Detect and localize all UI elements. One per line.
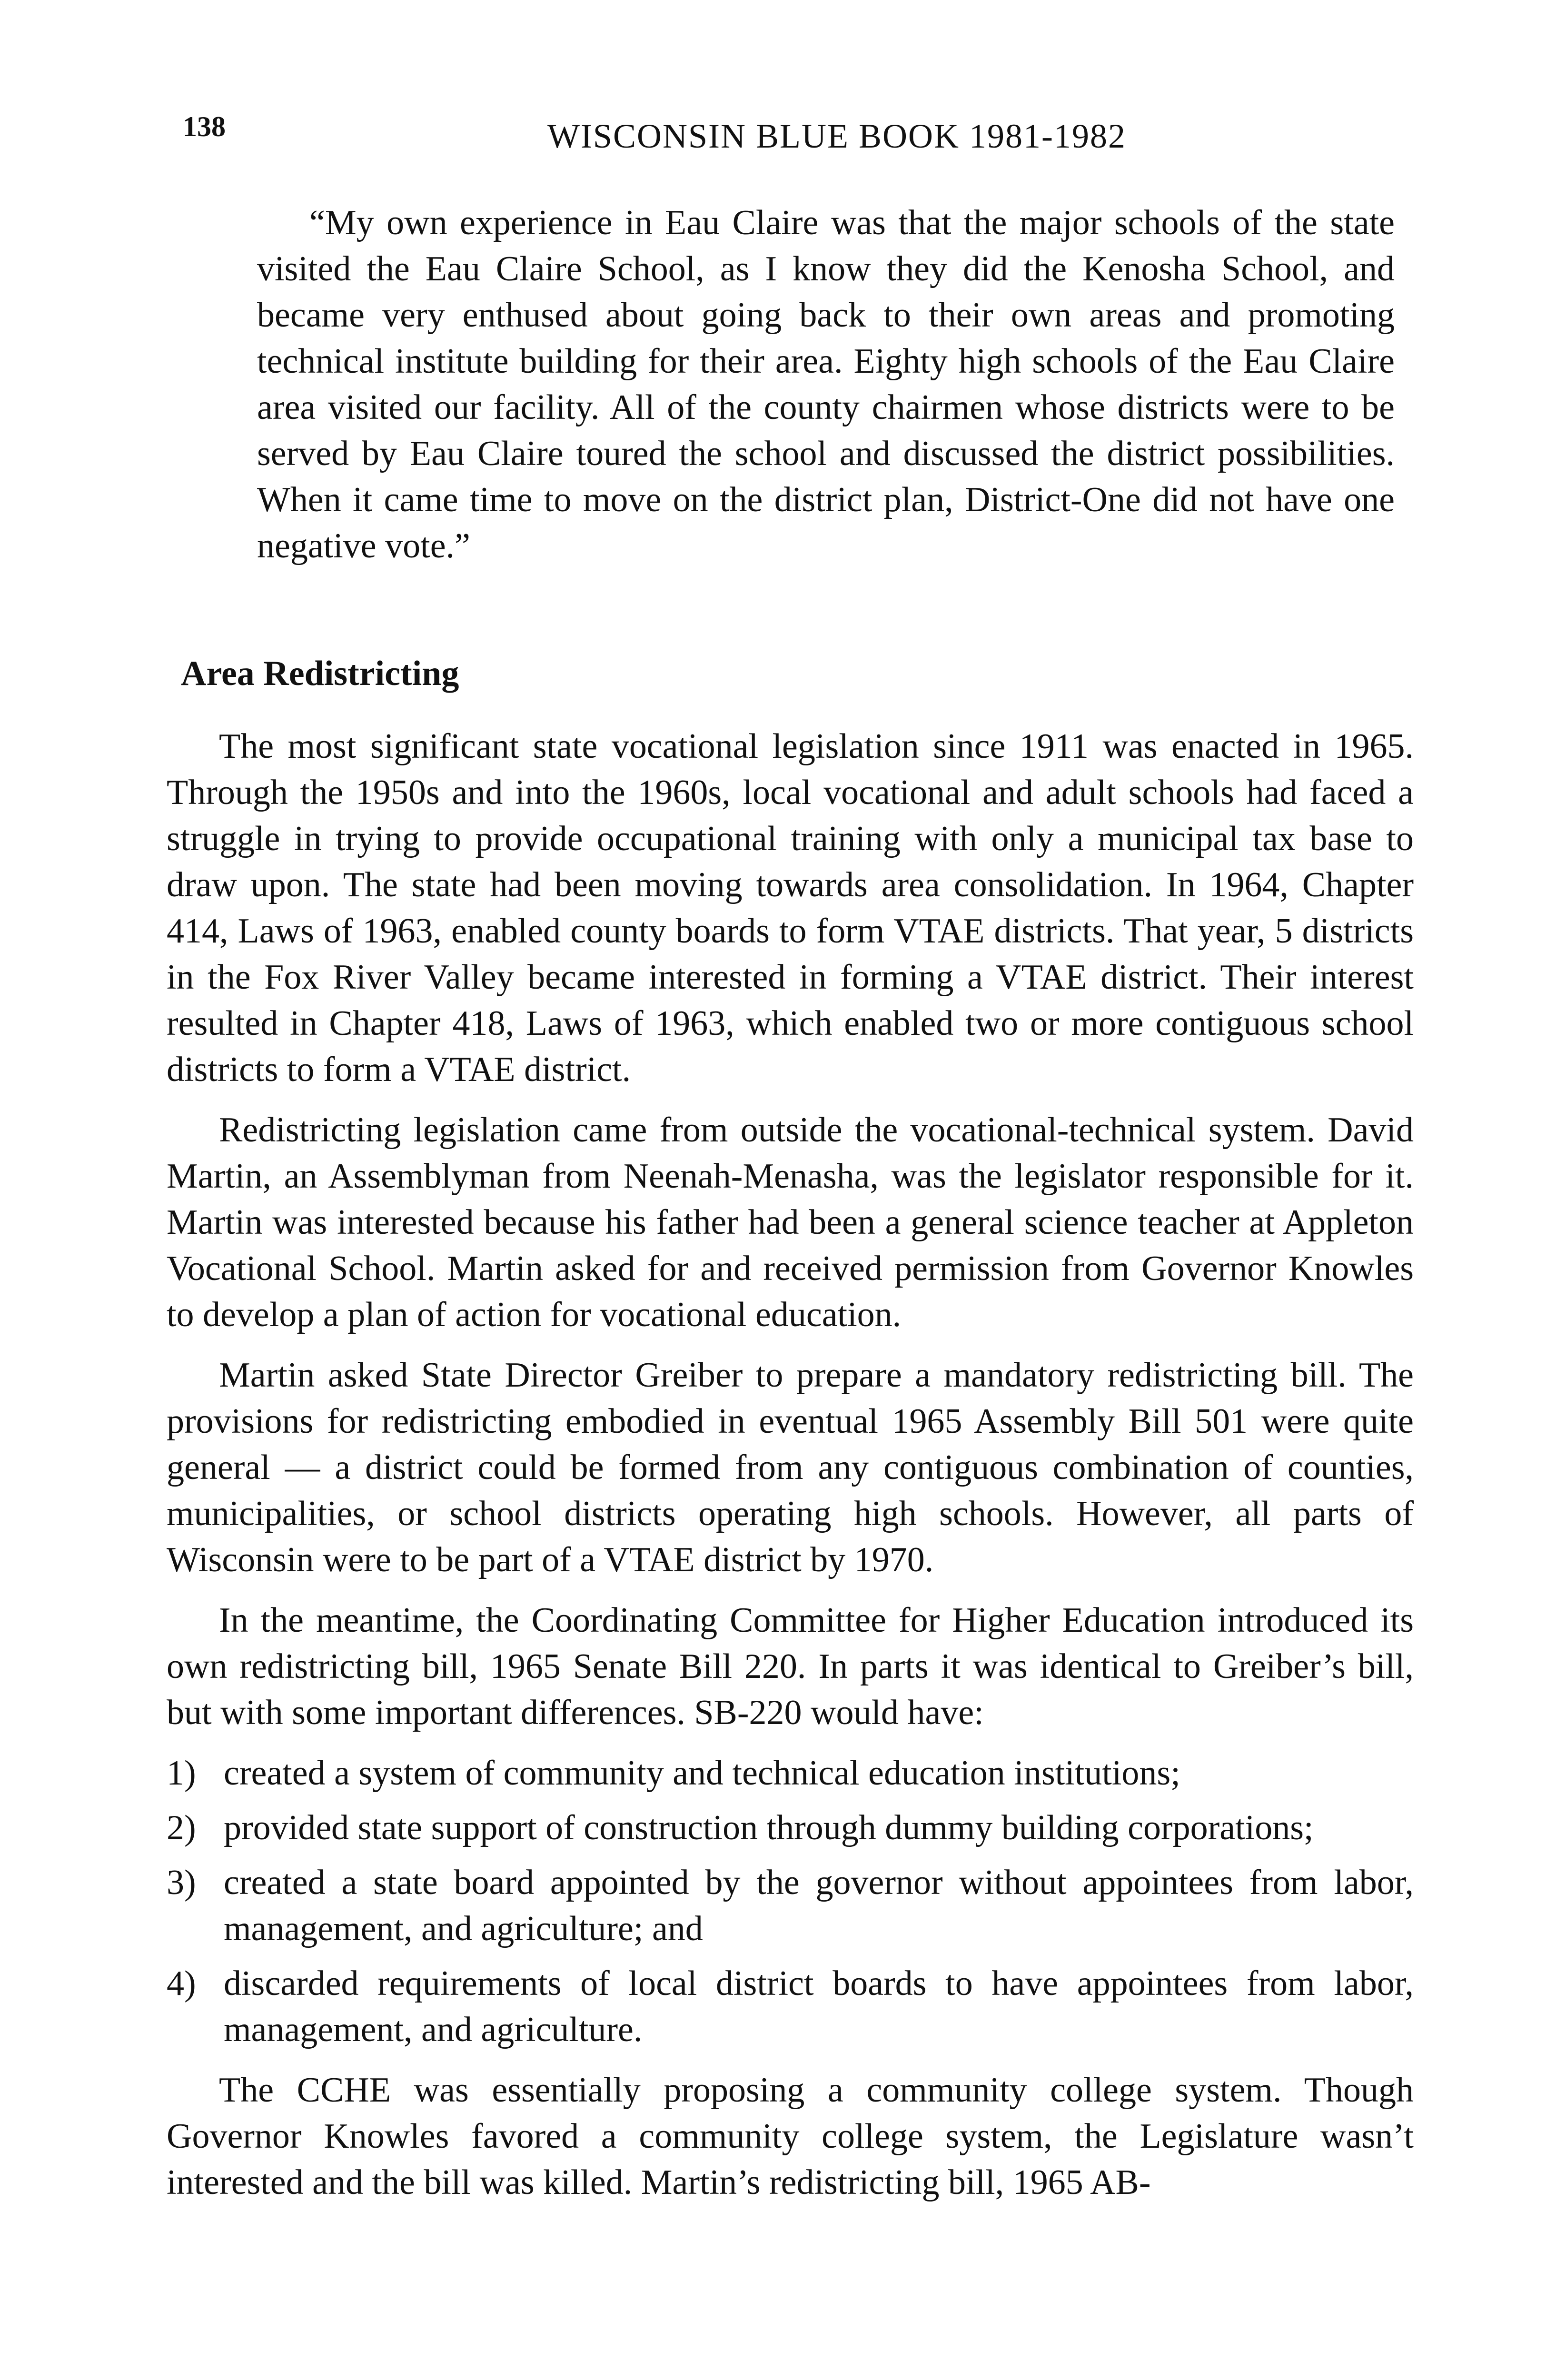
list-item-text: provided state support of construction through dummy building corporations; [224,1808,1314,1847]
closing-paragraph: The CCHE was essentially proposing a community college system. Though Governor Knowles favored a community college system, the Legislature wasn’t interested and the bill was killed. Martin’s redistricting bill, 1965 AB- [167,2071,1414,2202]
list-item-text: discarded requirements of local district boards to have appointees from labor, management, and agriculture. [224,1964,1414,2049]
body-paragraph-4: In the meantime, the Coordinating Committee for Higher Education introduced its own redistricting bill, 1965 Senate Bill 220. In parts it was identical to Greiber’s bill, but with some important differences. SB-220 would have: [167,1601,1414,1732]
list-item [167,1805,1414,1851]
list-item-number: 4) [167,1964,196,2003]
body-paragraph-3: Martin asked State Director Greiber to prepare a mandatory redistricting bill. The provisions for redistricting embodied in eventual 1965 Assembly Bill 501 were quite general — a district could be formed from any contiguous combination of counties, municipalities, or school districts operating high schools. However, all parts of Wisconsin were to be part of a VTAE district by 1970. [167,1356,1414,1579]
provision-list [167,1750,1414,2053]
section-heading: Area Redistricting [181,654,459,693]
quoted-passage [257,200,1395,569]
section-body [167,724,1414,2220]
list-item [167,1860,1414,1952]
body-paragraph-2: Redistricting legislation came from outside the vocational-technical system. David Martin, an Assemblyman from Neenah-Menasha, was the legislator responsible for it. Martin was interested because his father had been a general science teacher at Appleton Vocational School. Martin asked for and received permission from Governor Knowles to develop a plan of action for vocational education. [167,1111,1414,1334]
list-item-number: 3) [167,1863,196,1902]
list-item-number: 1) [167,1754,196,1793]
page-number: 138 [183,111,226,142]
list-item [167,1750,1414,1796]
running-title: WISCONSIN BLUE BOOK 1981-1982 [547,117,1126,155]
body-paragraph-1: The most significant state vocational legislation since 1911 was enacted in 1965. Through the 1950s and into the 1960s, local vocational and adult schools had faced a struggle in trying to provide occupational training with only a municipal tax base to draw upon. The state had been moving towards area consolidation. In 1964, Chapter 414, Laws of 1963, enabled county boards to form VTAE districts. That year, 5 districts in the Fox River Valley became interested in forming a VTAE district. Their interest resulted in Chapter 418, Laws of 1963, which enabled two or more contiguous school districts to form a VTAE district. [167,727,1414,1089]
list-item-number: 2) [167,1808,196,1847]
quote-paragraph: “My own experience in Eau Claire was that the major schools of the state visited the Eau Claire School, as I know they did the Kenosha School, and became very enthused about going back to their own areas and promoting technical institute building for their area. Eighty high schools of the Eau Claire area visited our facility. All of the county chairmen whose districts were to be served by Eau Claire toured the school and discussed the district possibilities. When it came time to move on the district plan, District-One did not have one negative vote.” [257,203,1395,565]
list-item-text: created a system of community and technical education institutions; [224,1754,1180,1793]
list-item-text: created a state board appointed by the governor without appointees from labor, management, and agriculture; and [224,1863,1414,1948]
list-item [167,1961,1414,2053]
